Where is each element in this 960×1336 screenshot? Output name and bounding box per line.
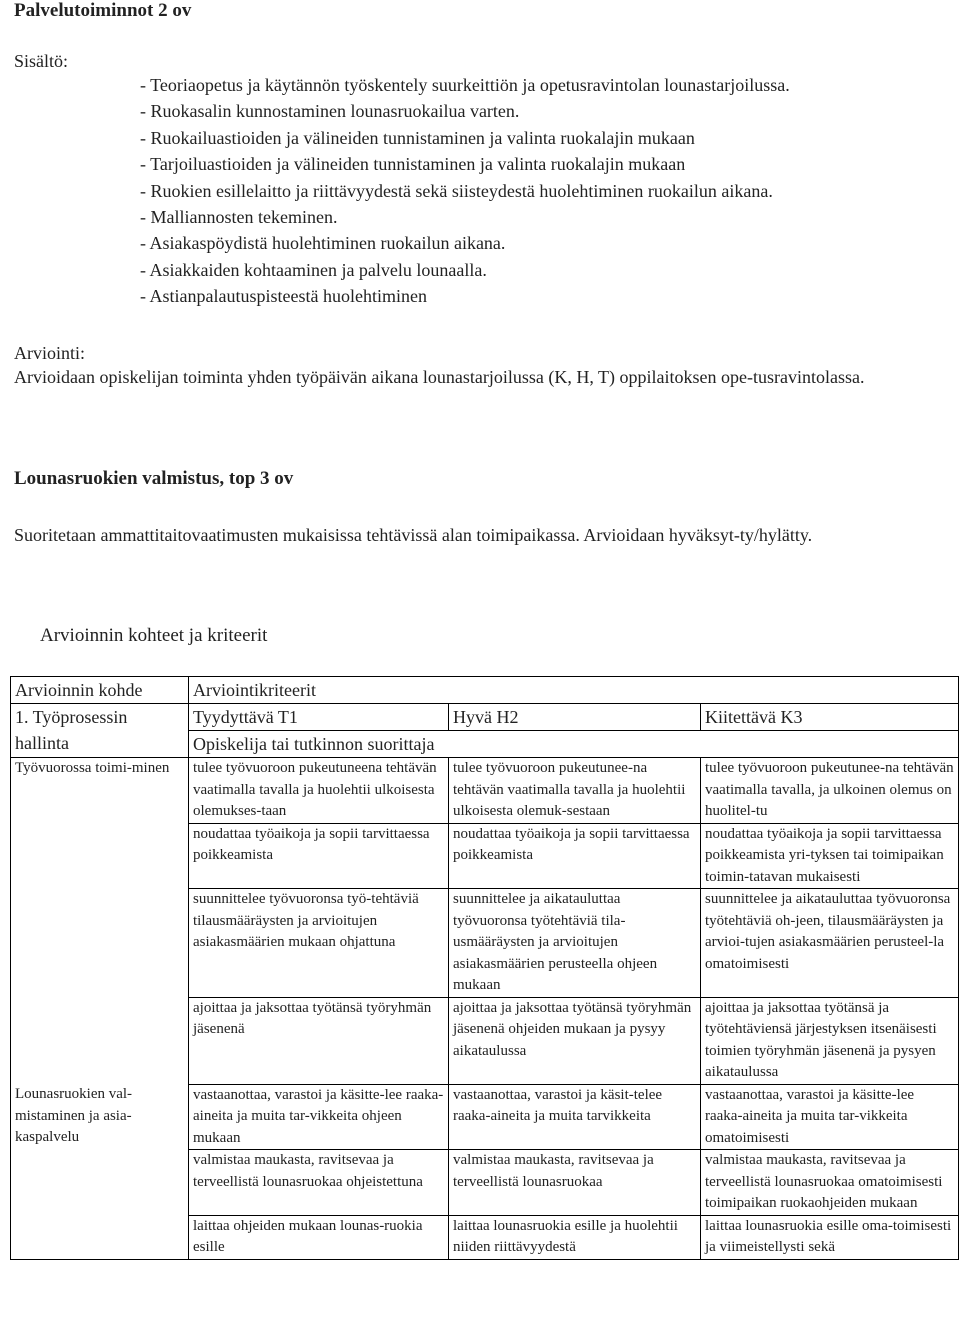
- criteria-cell: laittaa lounasruokia esille ja huolehtii niiden riittävyydestä: [449, 1215, 701, 1259]
- criteria-cell: vastaanottaa, varastoi ja käsitte-lee raaka-aineita ja muita tar-vikkeita ohjeen mukaan: [189, 1084, 449, 1150]
- criteria-header: Arviointikriteerit: [189, 677, 959, 704]
- list-item: - Asiakaspöydistä huolehtiminen ruokailun aikana.: [140, 233, 506, 254]
- group-label: Lounasruokien val-mistaminen ja asia-kaspalvelu: [11, 1084, 189, 1259]
- list-item: - Tarjoiluastioiden ja välineiden tunnistaminen ja valinta ruokalajin mukaan: [140, 154, 686, 175]
- criteria-cell: suunnittelee ja aikatauluttaa työvuoronsa työtehtäviä oh-jeen, tilausmääräysten ja arvioi-tujen asiakasmäärien perusteel-la omatoimisesti: [701, 889, 959, 998]
- list-item: - Ruokien esillelaitto ja riittävyydestä sekä siisteydestä huolehtiminen ruokailun aikana.: [140, 180, 773, 201]
- criteria-cell: suunnittelee ja aikatauluttaa työvuoronsa työtehtäviä tila-usmääräysten ja arvioitujen asiakasmäärien perusteella ohjeen mukaan: [449, 889, 701, 998]
- criteria-cell: noudattaa työaikoja ja sopii tarvittaessa poikkeamista yri-tyksen tai toimipaikan toimin-tatavan mukaisesti: [701, 823, 959, 889]
- group-label: Työvuorossa toimi-minen: [11, 758, 189, 1085]
- assessment-label: Arviointi:: [14, 343, 85, 363]
- criteria-cell: tulee työvuoroon pukeutunee-na tehtävän vaatimalla tavalla, ja ulkoinen olemus on huolitel-tu: [701, 758, 959, 824]
- criteria-cell: valmistaa maukasta, ravitsevaa ja terveellistä lounasruokaa omatoimisesti toimipaikan ruokaohjeiden mukaan: [701, 1150, 959, 1216]
- criteria-cell: tulee työvuoroon pukeutuneena tehtävän vaatimalla tavalla ja huolehtii ulkoisesta olemukses-taan: [189, 758, 449, 824]
- grade-h2: Hyvä H2: [449, 704, 701, 731]
- target-header: Arvioinnin kohde: [11, 677, 189, 704]
- criteria-cell: ajoittaa ja jaksottaa työtänsä työryhmän jäsenenä: [189, 997, 449, 1084]
- criteria-cell: noudattaa työaikoja ja sopii tarvittaessa poikkeamista: [189, 823, 449, 889]
- grade-t1: Tyydyttävä T1: [189, 704, 449, 731]
- content-label: Sisältö:: [14, 51, 69, 71]
- table-row: [11, 1084, 959, 1150]
- assessment-text: Arvioidaan opiskelijan toiminta yhden työpäivän aikana lounastarjoilussa (K, H, T) oppilaitoksen ope-tusravintolassa.: [14, 367, 865, 387]
- criteria-cell: vastaanottaa, varastoi ja käsitte-lee raaka-aineita ja muita tar-vikkeita omatoimisesti: [701, 1084, 959, 1150]
- criteria-cell: ajoittaa ja jaksottaa työtänsä ja työtehtäviensä järjestyksen itsenäisesti toimien työryhmän jäsenenä ja pysyen aikataulussa: [701, 997, 959, 1084]
- criteria-title: Arvioinnin kohteet ja kriteerit: [40, 625, 268, 646]
- process-label: 1. Työprosessin hallinta: [11, 704, 189, 758]
- grade-k3: Kiitettävä K3: [701, 704, 959, 731]
- list-item: - Malliannosten tekeminen.: [140, 207, 338, 228]
- criteria-cell: noudattaa työaikoja ja sopii tarvittaessa poikkeamista: [449, 823, 701, 889]
- criteria-cell: valmistaa maukasta, ravitsevaa ja terveellistä lounasruokaa ohjeistettuna: [189, 1150, 449, 1216]
- criteria-cell: suunnittelee työvuoronsa työ-tehtäviä tilausmääräysten ja arvioitujen asiakasmäärien mukaan ohjattuna: [189, 889, 449, 998]
- criteria-cell: ajoittaa ja jaksottaa työtänsä työryhmän jäsenenä ohjeiden mukaan ja pysyy aikataulussa: [449, 997, 701, 1084]
- list-item: - Astianpalautuspisteestä huolehtiminen: [140, 286, 427, 307]
- criteria-cell: valmistaa maukasta, ravitsevaa ja terveellistä lounasruokaa: [449, 1150, 701, 1216]
- list-item: - Ruokailuastioiden ja välineiden tunnistaminen ja valinta ruokalajin mukaan: [140, 127, 695, 148]
- table-row: [11, 758, 959, 824]
- criteria-cell: laittaa ohjeiden mukaan lounas-ruokia esille: [189, 1215, 449, 1259]
- list-item: - Ruokasalin kunnostaminen lounasruokailua varten.: [140, 101, 520, 122]
- criteria-cell: vastaanottaa, varastoi ja käsit-telee raaka-aineita ja muita tarvikkeita: [449, 1084, 701, 1150]
- list-item: - Teoriaopetus ja käytännön työskentely suurkeittiön ja opetusravintolan lounastarjoilussa.: [140, 75, 790, 95]
- section-title: Lounasruokien valmistus, top 3 ov: [14, 468, 294, 489]
- document-title: Palvelutoiminnot 2 ov: [14, 0, 192, 21]
- section-text: Suoritetaan ammattitaitovaatimusten mukaisissa tehtävissä alan toimipaikassa. Arvioidaan hyväksyt-ty/hylätty.: [14, 525, 813, 545]
- criteria-cell: laittaa lounasruokia esille oma-toimisesti ja viimeistellysti sekä: [701, 1215, 959, 1259]
- performer-label: Opiskelija tai tutkinnon suorittaja: [189, 731, 959, 758]
- table-row: [11, 704, 959, 731]
- list-item: - Asiakkaiden kohtaaminen ja palvelu lounaalla.: [140, 259, 487, 280]
- content-list: [140, 72, 790, 310]
- criteria-table: [10, 676, 959, 1260]
- table-header-row: [11, 677, 959, 704]
- criteria-cell: tulee työvuoroon pukeutunee-na tehtävän vaatimalla tavalla ja huolehtii ulkoisesta olemuk-sestaan: [449, 758, 701, 824]
